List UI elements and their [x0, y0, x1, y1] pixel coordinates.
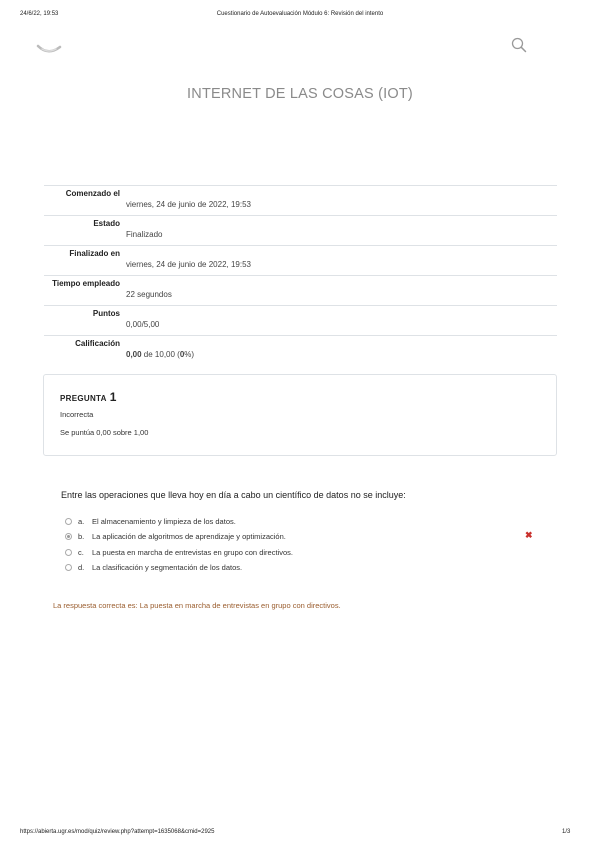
radio-button[interactable]	[65, 518, 72, 525]
attempt-summary-table	[44, 185, 557, 366]
summary-label: Tiempo empleado	[52, 279, 120, 288]
incorrect-icon: ✖	[525, 530, 533, 540]
summary-label: Calificación	[75, 339, 120, 348]
summary-value: 22 segundos	[126, 290, 172, 299]
option-letter: a.	[78, 517, 85, 526]
print-datetime: 24/6/22, 19:53	[20, 11, 59, 17]
option-text: La clasificación y segmentación de los datos.	[92, 563, 243, 572]
option-letter: b.	[78, 532, 85, 541]
answer-option-b[interactable]	[65, 532, 286, 541]
summary-label: Finalizado en	[69, 249, 120, 258]
summary-label: Estado	[93, 219, 120, 228]
option-text: La puesta en marcha de entrevistas en grupo con directivos.	[92, 548, 293, 557]
answer-option-d[interactable]	[65, 563, 242, 572]
summary-label: Comenzado el	[65, 189, 120, 198]
print-page-title: Cuestionario de Autoevaluación Módulo 6: Revisión del intento	[216, 11, 384, 17]
summary-value: Finalizado	[126, 230, 163, 239]
summary-row-time-taken	[44, 276, 557, 306]
question-title	[60, 390, 117, 404]
answer-option-c[interactable]	[65, 548, 293, 557]
grade-score: 0,00	[126, 350, 142, 359]
question-number: 1	[109, 390, 117, 404]
question-info-box	[43, 374, 557, 456]
radio-button[interactable]	[65, 564, 72, 571]
radio-button-selected[interactable]	[65, 533, 72, 540]
summary-value: viernes, 24 de junio de 2022, 19:53	[126, 260, 251, 269]
option-text: El almacenamiento y limpieza de los datos.	[92, 517, 236, 526]
summary-row-state	[44, 216, 557, 246]
option-text: La aplicación de algoritmos de aprendizaje y optimización.	[92, 532, 286, 541]
option-letter: c.	[78, 548, 84, 557]
grade-percent: 0	[179, 350, 185, 359]
summary-row-finished	[44, 246, 557, 276]
logo-icon[interactable]	[36, 40, 62, 56]
question-state: Incorrecta	[60, 410, 94, 419]
question-grade: Se puntúa 0,00 sobre 1,00	[60, 428, 149, 437]
option-letter: d.	[78, 563, 85, 572]
question-heading: PREGUNTA	[60, 394, 107, 403]
summary-value: 0,00/5,00	[126, 320, 160, 329]
summary-value-grade	[126, 336, 557, 366]
correct-answer-feedback: La respuesta correcta es: La puesta en marcha de entrevistas en grupo con directivos.	[53, 601, 341, 610]
summary-row-points	[44, 306, 557, 336]
question-text: Entre las operaciones que lleva hoy en día a cabo un científico de datos no se incluye:	[61, 490, 406, 500]
print-url: https://abierta.ugr.es/mod/quiz/review.php?attempt=1635068&cmid=2925	[20, 829, 215, 835]
print-page-number: 1/3	[562, 829, 571, 835]
search-icon[interactable]	[511, 37, 527, 53]
answer-option-a[interactable]	[65, 517, 236, 526]
grade-middle: de 10,00 (	[141, 350, 180, 359]
summary-label: Puntos	[92, 309, 120, 318]
summary-value: viernes, 24 de junio de 2022, 19:53	[126, 200, 251, 209]
grade-suffix: %)	[184, 350, 195, 359]
summary-row-grade	[44, 336, 557, 366]
course-title: INTERNET DE LAS COSAS (IOT)	[187, 86, 413, 102]
summary-row-started	[44, 186, 557, 216]
radio-button[interactable]	[65, 549, 72, 556]
